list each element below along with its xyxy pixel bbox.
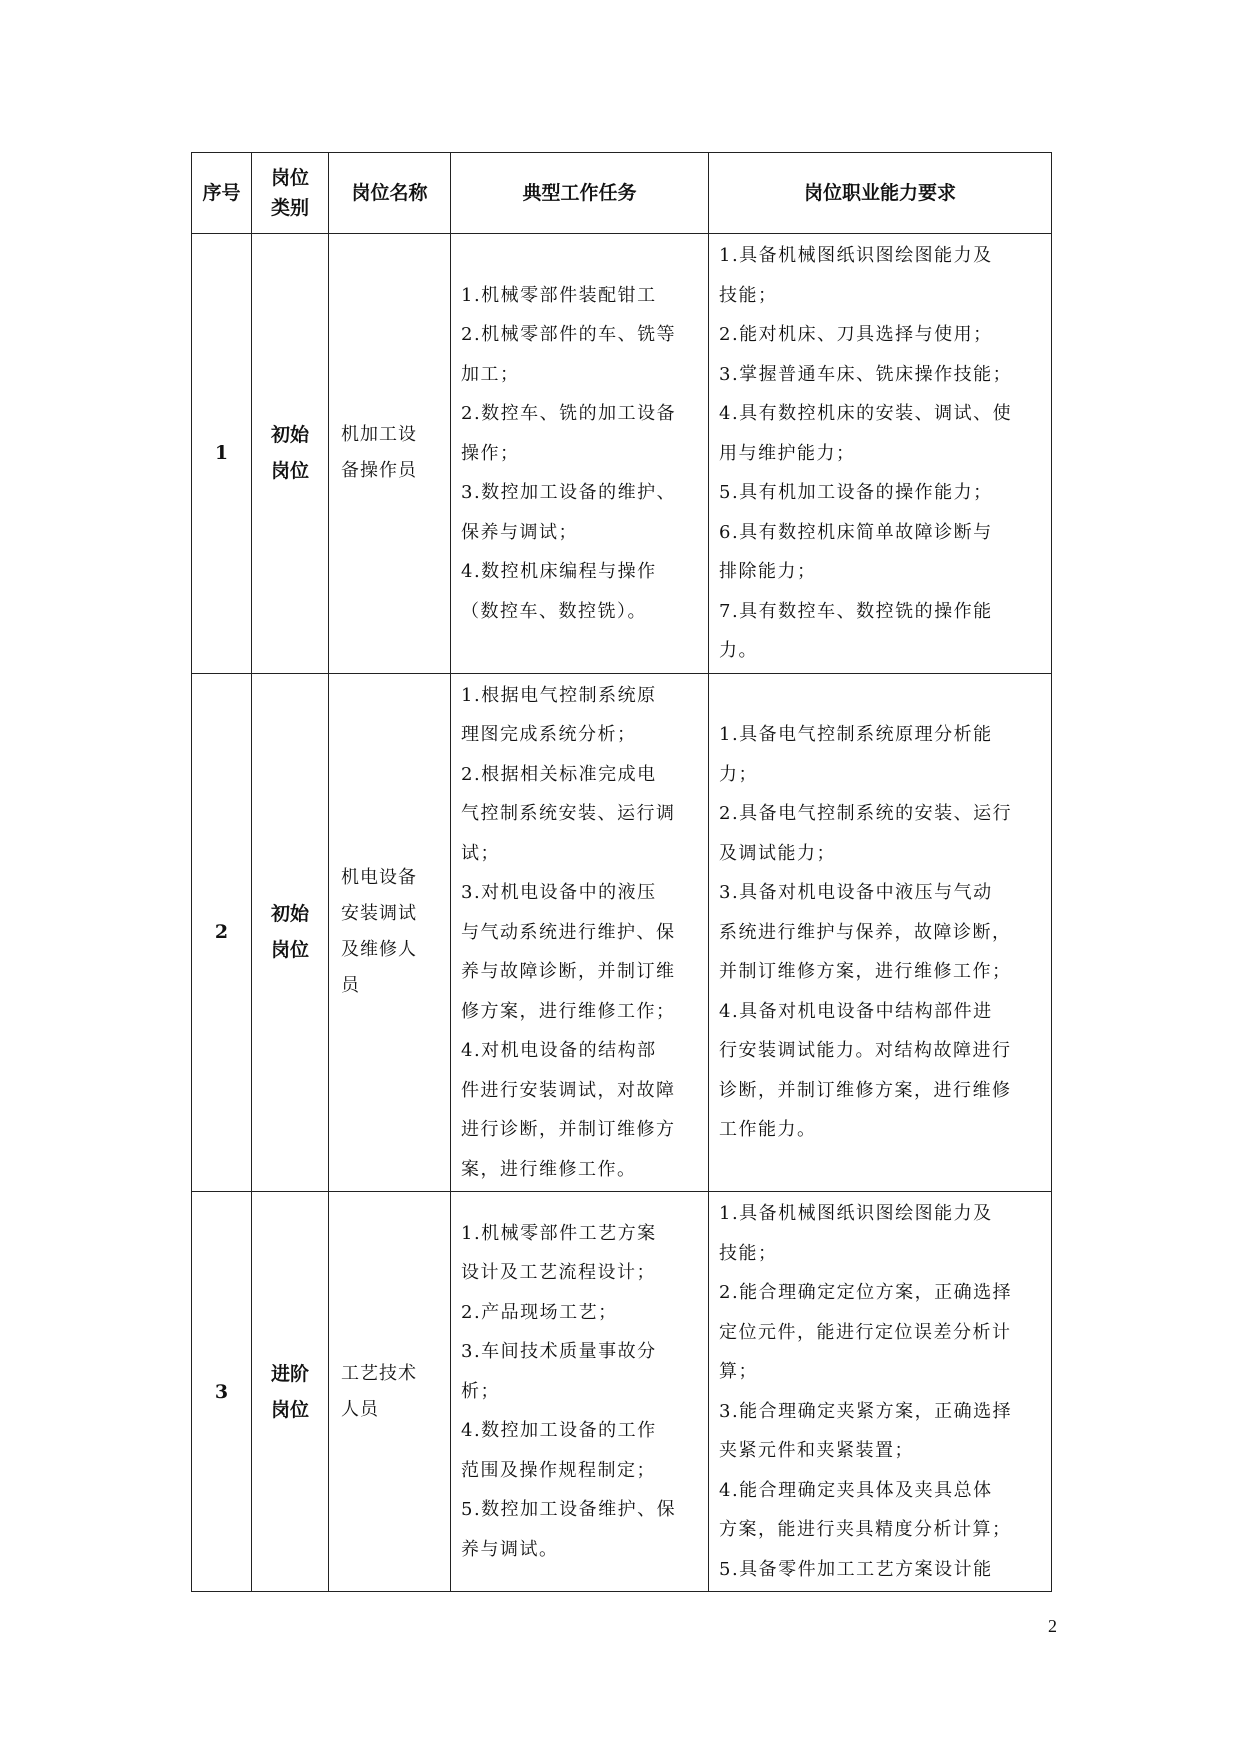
ability-line: 5.具备零件加工工艺方案设计能 — [719, 1558, 993, 1580]
ability-line: 方案，能进行夹具精度分析计算； — [719, 1519, 1012, 1540]
table-row — [192, 234, 1052, 674]
task-line: 设计及工艺流程设计； — [461, 1262, 656, 1284]
ability-line: 系统进行维护与保养，故障诊断， — [719, 921, 1012, 943]
category-line: 进阶 — [270, 1362, 309, 1385]
task-line: 气控制系统安装、运行调 — [461, 803, 676, 824]
table-row — [192, 1192, 1052, 1592]
task-line: 析； — [461, 1380, 500, 1402]
seq-cell — [192, 673, 252, 1192]
header-tasks: 典型工作任务 — [451, 153, 709, 234]
ability-line: 1.具备机械图纸识图绘图能力及 — [719, 1203, 993, 1224]
task-line: 2.根据相关标准完成电 — [461, 763, 657, 785]
task-line: 1.机械零部件工艺方案 — [461, 1222, 657, 1244]
task-line: 进行诊断，并制订维修方 — [461, 1119, 676, 1140]
tasks-cell — [451, 1192, 709, 1592]
task-line: 3.数控加工设备的维护、 — [461, 482, 677, 503]
job-name-line: 及维修人 — [341, 939, 417, 961]
job-name-line: 安装调试 — [341, 903, 417, 925]
category-line: 岗位 — [270, 1398, 309, 1421]
job-name-cell — [329, 234, 451, 674]
ability-line: 1.具备电气控制系统原理分析能 — [719, 724, 993, 745]
ability-line: 力。 — [719, 640, 758, 661]
task-line: 加工； — [461, 363, 520, 385]
ability-line: 7.具有数控车、数控铣的操作能 — [719, 600, 993, 622]
ability-line: 排除能力； — [719, 561, 817, 582]
task-line: 件进行安装调试，对故障 — [461, 1079, 676, 1101]
task-line: 2.机械零部件的车、铣等 — [461, 324, 677, 345]
seq-number: 3 — [214, 1380, 229, 1403]
job-requirements-table — [191, 152, 1052, 1592]
task-line: 保养与调试； — [461, 521, 578, 543]
task-line: 案，进行维修工作。 — [461, 1158, 637, 1180]
category-line: 初始 — [270, 903, 309, 926]
ability-line: 2.具备电气控制系统的安装、运行 — [719, 803, 1013, 824]
ability-line: 技能； — [719, 1242, 778, 1264]
header-seq: 序号 — [192, 153, 252, 234]
ability-line: 定位元件，能进行定位误差分析计 — [719, 1321, 1012, 1343]
task-line: 4.对机电设备的结构部 — [461, 1040, 657, 1061]
category-cell — [252, 673, 329, 1192]
page-number: 2 — [1048, 1616, 1057, 1636]
task-line: （数控车、数控铣）。 — [461, 600, 647, 622]
task-line: 4.数控机床编程与操作 — [461, 561, 657, 582]
ability-line: 2.能对机床、刀具选择与使用； — [719, 324, 993, 345]
seq-number: 2 — [214, 921, 229, 944]
job-name-cell — [329, 673, 451, 1192]
task-line: 范围及操作规程制定； — [461, 1459, 656, 1481]
header-category — [252, 153, 329, 234]
ability-line: 诊断，并制订维修方案，进行维修 — [719, 1079, 1012, 1101]
seq-number: 1 — [214, 442, 229, 465]
table-header-row — [192, 153, 1052, 234]
category-line: 初始 — [270, 424, 309, 447]
ability-line: 工作能力。 — [719, 1119, 817, 1140]
task-line: 操作； — [461, 442, 520, 464]
ability-line: 力； — [719, 763, 758, 785]
ability-line: 行安装调试能力。对结构故障进行 — [719, 1040, 1012, 1061]
ability-line: 3.能合理确定夹紧方案，正确选择 — [719, 1400, 1013, 1422]
abilities-cell — [709, 1192, 1052, 1592]
task-line: 理图完成系统分析； — [461, 724, 637, 745]
job-name-line: 备操作员 — [341, 460, 417, 482]
header-category-text: 岗位类别 — [270, 167, 309, 219]
job-name-line: 员 — [341, 975, 360, 997]
abilities-cell — [709, 234, 1052, 674]
table-body — [192, 234, 1052, 1592]
ability-line: 2.能合理确定定位方案，正确选择 — [719, 1282, 1013, 1303]
ability-line: 4.具备对机电设备中结构部件进 — [719, 1000, 993, 1022]
task-line: 5.数控加工设备维护、保 — [461, 1499, 677, 1521]
category-line: 岗位 — [270, 460, 309, 483]
task-line: 3.车间技术质量事故分 — [461, 1341, 657, 1363]
header-abilities: 岗位职业能力要求 — [709, 153, 1052, 234]
seq-cell — [192, 234, 252, 674]
ability-line: 算； — [719, 1361, 758, 1382]
ability-line: 3.具备对机电设备中液压与气动 — [719, 882, 993, 903]
category-cell — [252, 234, 329, 674]
tasks-cell — [451, 673, 709, 1192]
ability-line: 夹紧元件和夹紧装置； — [719, 1440, 914, 1461]
job-name-line: 机电设备 — [341, 867, 417, 889]
seq-cell — [192, 1192, 252, 1592]
ability-line: 并制订维修方案，进行维修工作； — [719, 961, 1012, 982]
ability-line: 及调试能力； — [719, 842, 836, 864]
job-name-line: 机加工设 — [341, 424, 417, 446]
ability-line: 6.具有数控机床简单故障诊断与 — [719, 521, 993, 543]
task-line: 与气动系统进行维护、保 — [461, 921, 676, 943]
job-name-cell — [329, 1192, 451, 1592]
task-line: 养与故障诊断，并制订维 — [461, 961, 676, 982]
task-line: 2.产品现场工艺； — [461, 1301, 618, 1323]
ability-line: 4.能合理确定夹具体及夹具总体 — [719, 1479, 993, 1501]
category-line: 岗位 — [270, 939, 309, 962]
task-line: 试； — [461, 842, 500, 864]
job-name-line: 人员 — [341, 1398, 379, 1420]
abilities-cell — [709, 673, 1052, 1192]
ability-line: 1.具备机械图纸识图绘图能力及 — [719, 245, 993, 266]
ability-line: 5.具有机加工设备的操作能力； — [719, 482, 993, 503]
category-cell — [252, 1192, 329, 1592]
task-line: 养与调试。 — [461, 1538, 559, 1560]
job-name-line: 工艺技术 — [341, 1362, 417, 1384]
task-line: 1.根据电气控制系统原 — [461, 684, 657, 706]
task-line: 2.数控车、铣的加工设备 — [461, 403, 677, 424]
ability-line: 技能； — [719, 284, 778, 306]
task-line: 修方案，进行维修工作； — [461, 1000, 676, 1022]
task-line: 4.数控加工设备的工作 — [461, 1420, 657, 1442]
ability-line: 4.具有数控机床的安装、调试、使 — [719, 403, 1013, 424]
table-row — [192, 673, 1052, 1192]
tasks-cell — [451, 234, 709, 674]
task-line: 1.机械零部件装配钳工 — [461, 284, 657, 306]
ability-line: 用与维护能力； — [719, 442, 856, 464]
header-name: 岗位名称 — [329, 153, 451, 234]
ability-line: 3.掌握普通车床、铣床操作技能； — [719, 363, 1013, 385]
task-line: 3.对机电设备中的液压 — [461, 882, 657, 903]
